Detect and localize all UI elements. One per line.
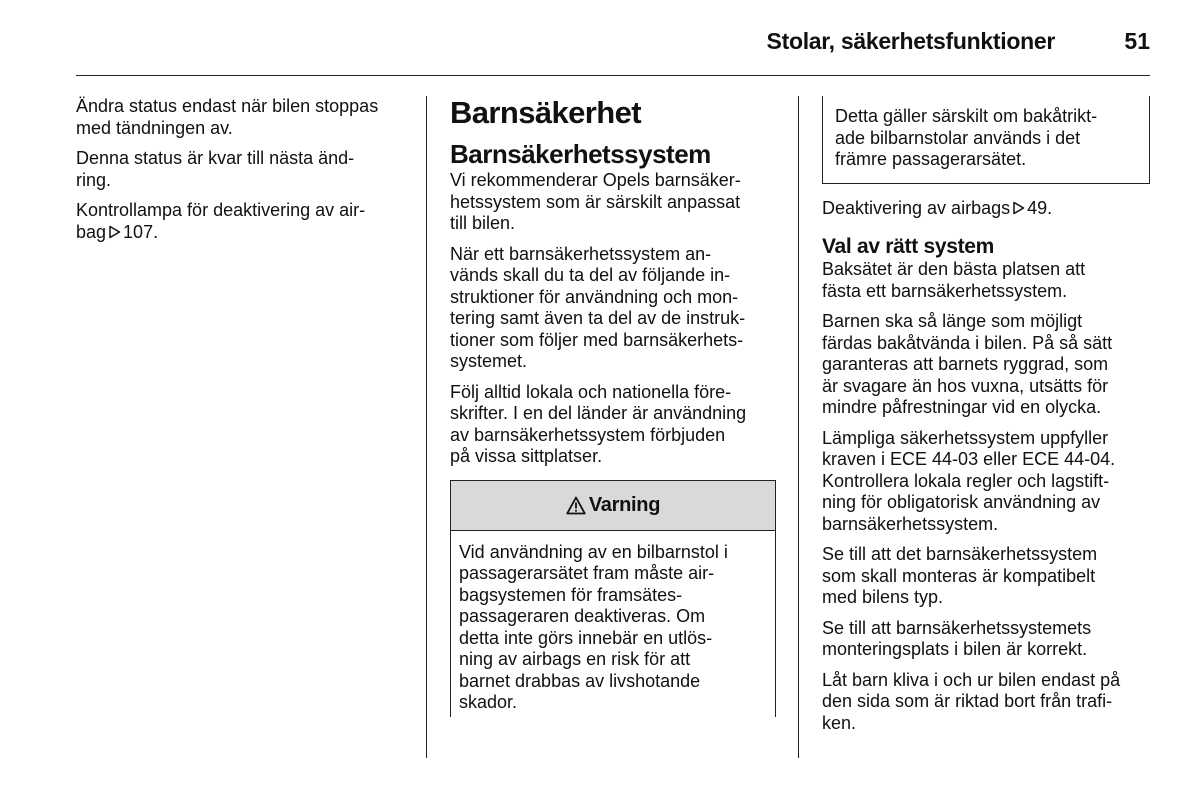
control-lamp-text: Kontrollampa för deaktivering av air- bag [76, 200, 366, 242]
paragraph-mounting-position: Se till att barnsäkerhetssystemets monteringsplats i bilen är korrekt. [822, 617, 1092, 659]
column-left [76, 96, 416, 252]
column-divider-left [426, 96, 427, 758]
warning-box [450, 480, 776, 717]
paragraph-rear-seat: Baksätet är den bästa platsen att fästa ett barnsäkerhetssystem. [822, 259, 1086, 301]
heading-child-safety: Barnsäkerhet [450, 95, 641, 130]
page-ref-number: 107. [123, 221, 159, 242]
column-right [822, 96, 1150, 743]
paragraph-exit-side: Låt barn kliva i och ur bilen endast på den sida som är riktad bort från trafi- ken. [822, 669, 1121, 733]
paragraph-control-lamp [76, 200, 416, 243]
paragraph-airbag-deactivation-ref [822, 198, 1150, 220]
paragraph-status-persist: Denna status är kvar till nästa änd- ring. [76, 148, 355, 190]
paragraph-ece-standards: Lämpliga säkerhetssystem uppfyller kraven i ECE 44-03 eller ECE 44-04. Kontrollera lokala regler och lagstift- ning för obligatorisk användning av barnsäkerhetssystem. [822, 427, 1116, 534]
paragraph-instructions: När ett barnsäkerhetssystem an- vänds skall du ta del av följande in- struktioner för användning och mon- tering samt även ta del av de instruk- tioner som följer med barnsäkerhets- systemet. [450, 243, 746, 371]
warning-triangle-icon [566, 496, 586, 515]
airbag-ref-text: Deaktivering av airbags [822, 197, 1011, 218]
column-divider-right [798, 96, 799, 758]
warning-text: Vid användning av en bilbarnstol i passagerarsätet fram måste air- bagsystemen för framsätes- passageraren deaktiveras. Om detta inte görs innebär en utlös- ning av airbags en risk för att barnet drabbas av livshotande skador. [459, 541, 728, 712]
warning-body [451, 531, 775, 720]
page-ref-number: 49. [1027, 197, 1053, 218]
section-title: Stolar, säkerhetsfunktioner [766, 28, 1055, 54]
paragraph-rear-facing: Barnen ska så länge som möjligt färdas bakåtvända i bilen. På så sätt garanteras att barnets ryggrad, som är svagare än hos vuxna, utsätts för mindre påfrestningar vid en olycka. [822, 311, 1113, 417]
column-middle [450, 96, 780, 717]
page-reference-107[interactable] [106, 222, 158, 242]
paragraph-recommendation: Vi rekommenderar Opels barnsäker- hetssystem som är särskilt anpassat till bilen. [450, 170, 741, 233]
warning-continued-text: Detta gäller särskilt om bakåtrikt- ade bilbarnstolar används i det främre passagerarsätet. [835, 106, 1098, 169]
page-header [76, 24, 1150, 60]
warning-header [451, 481, 775, 531]
page-ref-arrow-icon [108, 225, 121, 239]
header-divider [76, 75, 1150, 76]
warning-title: Varning [588, 493, 661, 516]
page-reference-49[interactable] [1010, 198, 1052, 218]
paragraph-compatibility: Se till att det barnsäkerhetssystem som skall monteras är kompatibelt med bilens typ. [822, 544, 1098, 607]
warning-box-continued [822, 96, 1150, 184]
paragraph-regulations: Följ alltid lokala och nationella före- skrifter. I en del länder är användning av barnsäkerhetssystem förbjuden på vissa sittplatser. [450, 381, 747, 466]
page-number: 51 [1124, 28, 1150, 54]
heading-choose-right-system: Val av rätt system [822, 235, 995, 258]
paragraph-status-change: Ändra status endast när bilen stoppas med tändningen av. [76, 96, 379, 138]
heading-child-restraint-system: Barnsäkerhetssystem [450, 139, 711, 169]
page-ref-arrow-icon [1012, 201, 1025, 215]
